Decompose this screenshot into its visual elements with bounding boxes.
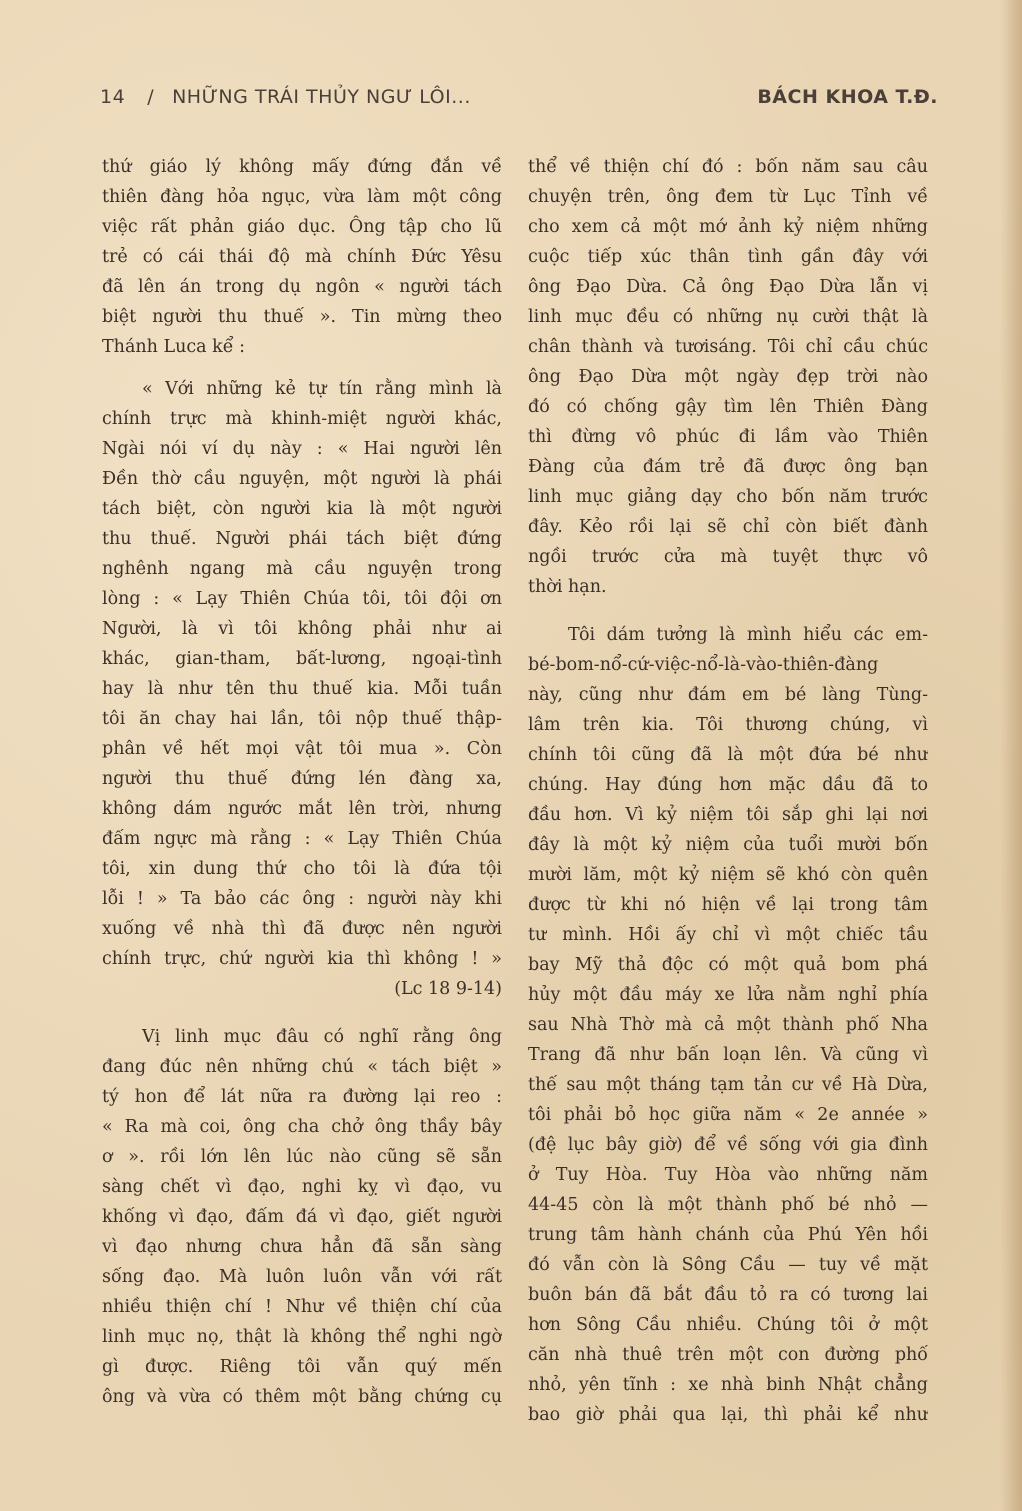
page-edge-shadow [1000,0,1022,1511]
text-line: căn nhà thuê trên một con đường phố [528,1345,928,1365]
text-line: đó vẫn còn là Sông Cầu — tuy về mặt [528,1255,928,1275]
text-line: đã lên án trong dụ ngôn « người tách [102,277,502,297]
quote-line: hay là như tên thu thuế kia. Mỗi tuần [102,679,502,699]
text-line: trẻ có cái thái độ mà chính Đức Yêsu [102,247,502,267]
paragraph-1 [102,152,502,362]
text-line: sàng chết vì đạo, nghi kỵ vì đạo, vu [102,1177,502,1197]
text-line: vì đạo nhưng chưa hẳn đã sẵn sàng [102,1237,502,1257]
quote-line: Đền thờ cầu nguyện, một người là phái [102,469,502,489]
text-line: nhỏ, yên tĩnh : xe nhà binh Nhật chẳng [528,1375,928,1395]
quote-line: tôi, xin dung thứ cho tôi là đứa tội [102,859,502,879]
publication-name: BÁCH KHOA T.Đ. [757,86,938,108]
text-line: việc rất phản giáo dục. Ông tập cho lũ [102,217,502,237]
text-line: bay Mỹ thả độc có một quả bom phá [528,955,928,975]
quote-line: tôi ăn chay hai lần, tôi nộp thuế thập- [102,709,502,729]
quote-line: thu thuế. Người phái tách biệt đứng [102,529,502,549]
right-column [528,152,928,1430]
text-line: ông Đạo Dừa một ngày đẹp trời nào [528,367,928,387]
paragraph-3 [528,152,928,602]
text-line: nhiều thiện chí ! Như về thiện chí của [102,1297,502,1317]
text-line: ở Tuy Hòa. Tuy Hòa vào những năm [528,1165,928,1185]
text-line: cuộc tiếp xúc thân tình gần đây với [528,247,928,267]
text-line: Tôi dám tưởng là mình hiểu các em- [568,625,928,645]
text-line: bé-bom-nổ-cứ-việc-nổ-là-vào-thiên-đàng [528,655,879,675]
quote-line: lỗi ! » Ta bảo các ông : người này khi [102,889,502,909]
text-line: Vị linh mục đâu có nghĩ rằng ông [142,1027,502,1047]
text-line: tý hon để lát nữa ra đường lại reo : [102,1087,502,1107]
text-line: « Ra mà coi, ông cha chở ông thầy bây [102,1117,502,1137]
quote-line: Ngài nói ví dụ này : « Hai người lên [102,439,502,459]
text-line: Thánh Luca kể : [102,337,245,357]
text-line: đây là một kỷ niệm của tuổi mười bốn [528,835,928,855]
text-line: ơ ». rồi lớn lên lúc nào cũng sẽ sẵn [102,1147,502,1167]
quote-line: phân về hết mọi vật tôi mua ». Còn [102,739,502,759]
text-line: ông và vừa có thêm một bằng chứng cụ [102,1387,502,1407]
text-line: chuyện trên, ông đem từ Lục Tỉnh về [528,187,928,207]
text-line: Trang đã như bấn loạn lên. Và cũng vì [528,1045,928,1065]
text-line: mười lăm, một kỷ niệm sẽ khó còn quên [528,865,928,885]
quote-line: đấm ngực mà rằng : « Lạy Thiên Chúa [102,829,502,849]
page-number: 14 [100,86,126,108]
text-line: biệt người thu thuế ». Tin mừng theo [102,307,502,327]
left-column [102,152,502,1412]
text-line: thời hạn. [528,577,607,597]
text-line: chúng. Hay đúng hơn mặc dầu đã to [528,775,928,795]
text-line: đó có chống gậy tìm lên Thiên Đàng [528,397,928,417]
text-line: tôi phải bỏ học giữa năm « 2e année » [528,1105,928,1125]
quote-line: khác, gian-tham, bất-lương, ngoại-tình [102,649,502,669]
text-line: thứ giáo lý không mấy đứng đắn về [102,157,502,177]
text-line: thể về thiện chí đó : bốn năm sau câu [528,157,928,177]
text-line: đang đúc nên những chú « tách biệt » [102,1057,502,1077]
text-line: này, cũng như đám em bé làng Tùng- [528,685,928,705]
quote-line: Người, là vì tôi không phải như ai [102,619,502,639]
text-line: thế sau một tháng tạm tản cư về Hà Dừa, [528,1075,928,1095]
text-line: linh mục giảng dạy cho bốn năm trước [528,487,928,507]
text-line: trung tâm hành chánh của Phú Yên hồi [528,1225,928,1245]
scripture-quote [102,374,502,1004]
text-line: 44-45 còn là một thành phố bé nhỏ — [528,1195,928,1215]
running-title: NHỮNG TRÁI THỦY NGƯ LÔI... [172,86,471,108]
bible-citation: (Lc 18 9-14) [394,979,502,999]
quote-line: « Với những kẻ tự tín rằng mình là [142,379,502,399]
quote-line: chính trực, chứ người kia thì không ! » [102,949,502,969]
text-line: bao giờ phải qua lại, thì phải kể như [528,1405,928,1425]
text-line: sống đạo. Mà luôn luôn vẫn với rất [102,1267,502,1287]
text-line: khống vì đạo, đấm đá vì đạo, giết người [102,1207,502,1227]
text-line: chân thành và tươisáng. Tôi chỉ cầu chúc [528,337,928,357]
text-line: cho xem cả một mớ ảnh kỷ niệm những [528,217,928,237]
quote-line: lòng : « Lạy Thiên Chúa tôi, tôi đội ơn [102,589,502,609]
quote-line: xuống về nhà thì đã được nên người [102,919,502,939]
text-line: thiên đàng hỏa ngục, vừa làm một công [102,187,502,207]
text-line: gì được. Riêng tôi vẫn quý mến [102,1357,502,1377]
header-left [100,86,471,108]
text-line: ông Đạo Dừa. Cả ông Đạo Dừa lẫn vị [528,277,928,297]
paragraph-2 [102,1022,502,1412]
text-line: được từ khi nó hiện về lại trong tâm [528,895,928,915]
paragraph-4 [528,620,928,1430]
text-line: lâm trên kia. Tôi thương chúng, vì [528,715,928,735]
text-line: đầu hơn. Vì kỷ niệm tôi sắp ghi lại nơi [528,805,928,825]
text-line: hơn Sông Cầu nhiều. Chúng tôi ở một [528,1315,928,1335]
quote-line: nghênh ngang mà cầu nguyện trong [102,559,502,579]
quote-line: người thu thuế đứng lén đàng xa, [102,769,502,789]
text-line: chính tôi cũng đã là một đứa bé như [528,745,928,765]
quote-line: tách biệt, còn người kia là một người [102,499,502,519]
text-line: ngồi trước cửa mà tuyệt thực vô [528,547,928,567]
quote-line: không dám ngước mắt lên trời, nhưng [102,799,502,819]
header-separator: / [147,86,155,108]
text-line: Đàng của đám trẻ đã được ông bạn [528,457,928,477]
running-header [100,86,938,116]
text-line: hủy một đầu máy xe lửa nằm nghỉ phía [528,985,928,1005]
text-line: đây. Kẻo rồi lại sẽ chỉ còn biết đành [528,517,928,537]
quote-line: chính trực mà khinh-miệt người khác, [102,409,502,429]
text-line: buôn bán đã bắt đầu tỏ ra có tương lai [528,1285,928,1305]
text-line: tư mình. Hồi ấy chỉ vì một chiếc tầu [528,925,928,945]
text-line: sau Nhà Thờ mà cả một thành phố Nha [528,1015,928,1035]
text-line: linh mục đều có những nụ cười thật là [528,307,928,327]
text-line: linh mục nọ, thật là không thể nghi ngờ [102,1327,502,1347]
text-line: thì đừng vô phúc đi lầm vào Thiên [528,427,928,447]
text-line: (đệ lục bây giờ) để về sống với gia đình [528,1135,928,1155]
